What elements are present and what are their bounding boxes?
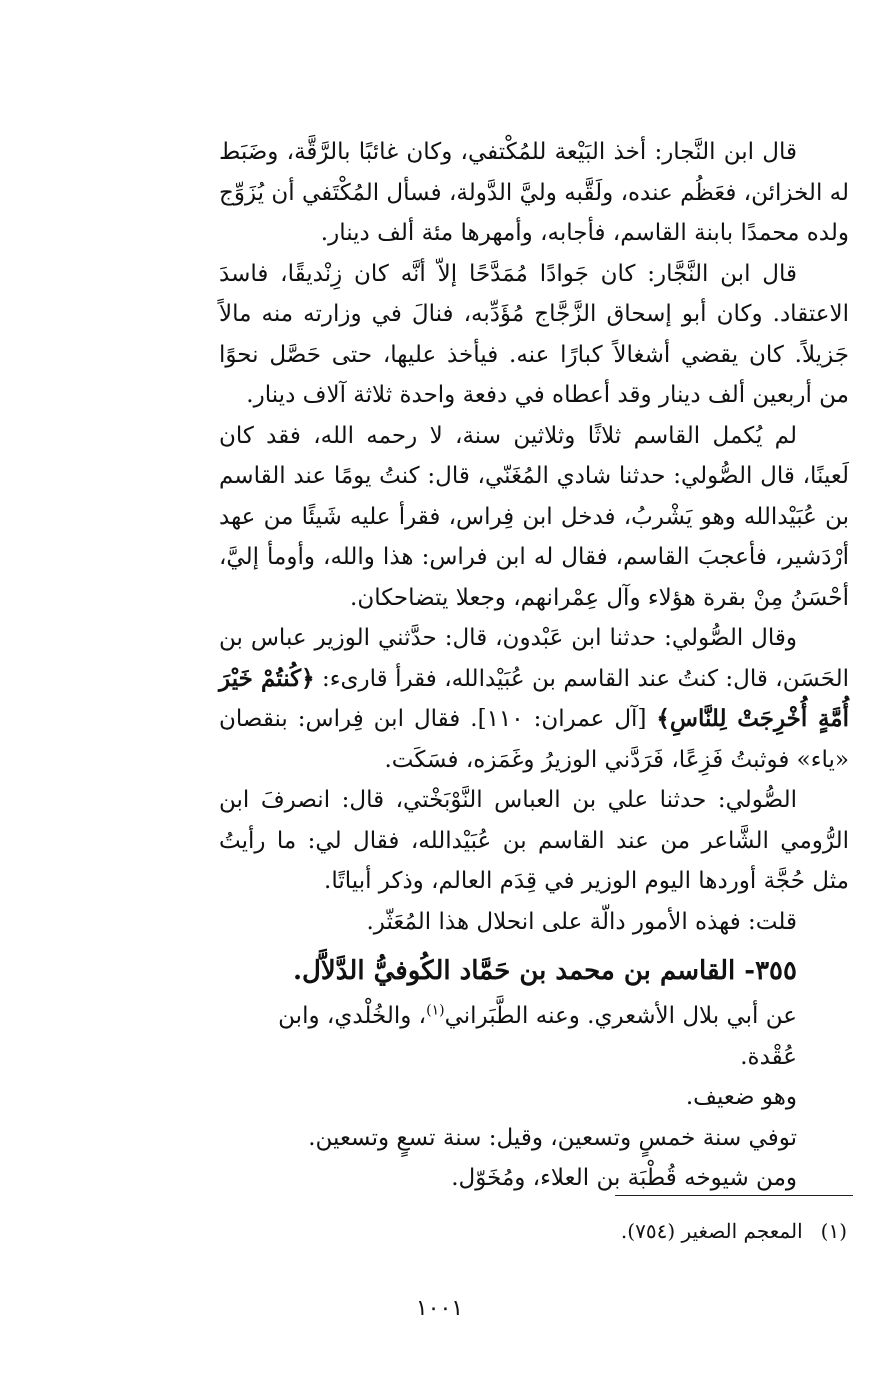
page-number: ١٠٠١ xyxy=(415,1296,464,1321)
main-text-block xyxy=(219,132,849,1199)
quran-verse: ﴿كُنتُمْ خَيْرَ أُمَّةٍ أُخْرِجَتْ لِلنَّاسِ﴾ xyxy=(219,664,850,732)
entry-line-teachers-rest: ، والخُلْدي، وابن عُقْدة. xyxy=(278,1003,797,1070)
footnote-number: (١) xyxy=(820,1219,847,1243)
footnote-reference[interactable]: (١) xyxy=(426,1002,445,1019)
paragraph-suli-shadi: لم يُكمل القاسم ثلاثًا وثلاثين سنة، لا رحمه الله، فقد كان لَعينًا، قال الصُّولي: حدثنا شادي المُغَنّي، قال: كنتُ يومًا عند القاسم بن عُبَيْدالله وهو يَشْربُ، فدخل ابن فِراس، فقرأ عليه شَيئًا من عهد أرْدَشير، فأعجبَ القاسم، فقال له ابن فراس: هذا والله، وأومأ إليَّ، أحْسَنُ مِنْ بقرة هؤلاء وآل عِمْرانهم، وجعلا يتضاحكان. xyxy=(219,422,849,611)
entry-heading: ٣٥٥- القاسم بن محمد بن حَمَّاد الكُوفيُّ الدَّلاَّل. xyxy=(292,956,797,986)
paragraph-ibn-najjar-1: قال ابن النَّجار: أخذ البَيْعة للمُكْتفي، وكان غائبًا بالرَّقَّة، وضَبَط له الخزائن، فعَظُم عنده، ولَقَّبه وليَّ الدَّولة، فسأل المُكْتَفي أن يُزَوِّج ولده محمدًا بابنة القاسم، فأجابه، وأمهرها مئة ألف دينار. xyxy=(219,139,849,246)
entry-line-teachers-text: عن أبي بلال الأشعري. وعنه الطَّبَراني xyxy=(444,1003,797,1029)
quran-paragraph-before: وقال الصُّولي: حدثنا ابن عَبْدون، قال: حدَّثني الوزير عباس بن الحَسَن، قال: كنتُ عند القاسم بن عُبَيْدالله، فقرأ قارىء: xyxy=(219,625,849,692)
paragraph-ibn-najjar-2: قال ابن النَّجَّار: كان جَوادًا مُمَدَّحًا إلاّ أنَّه كان زِنْديقًا، فاسدَ الاعتقاد. وكان أبو إسحاق الزَّجَّاج مُؤَدِّبه، فنالَ في وزارته منه مالاً جَزيلاً. كان يقضي أشغالاً كبارًا عنه. فيأخذ عليها، حتى حَصَّل نحوًا من أربعين ألف دينار وقد أعطاه في دفعة واحدة ثلاثة آلاف دينار. xyxy=(219,260,849,408)
entry-line-grade: وهو ضعيف. xyxy=(685,1084,797,1110)
quran-paragraph-after: [آل عمران: ١١٠]. فقال ابن فِراس: بنقصان «ياء» فوثبتُ فَزِعًا، فَرَدَّني الوزيرُ وغَمَزه، فسَكَت. xyxy=(219,706,849,773)
entry-line-death: توفي سنة خمسٍ وتسعين، وقيل: سنة تسعٍ وتسعين. xyxy=(308,1124,797,1151)
author-conclusion: قلت: فهذه الأمور دالّة على انحلال هذا المُعَثّر. xyxy=(366,908,797,935)
paragraph-suli-nawbakhti: الصُّولي: حدثنا علي بن العباس النَّوْبَخْتي، قال: انصرفَ ابن الرُّومي الشَّاعر من عند القاسم بن عُبَيْدالله، فقال لي: ما رأيتُ مثل حُجَّة أوردها اليوم الوزير في قِدَم العالم، وذكر أبياتًا. xyxy=(219,787,849,894)
entry-line-shuyukh: ومن شيوخه قُطْبَة بن العلاء، ومُخَوّل. xyxy=(451,1165,797,1191)
entry-line-teachers xyxy=(219,996,849,1077)
footnote-text: المعجم الصغير (٧٥٤). xyxy=(620,1219,803,1243)
paragraph-suli-quran xyxy=(219,618,849,780)
footnote xyxy=(621,1217,847,1245)
footnote-separator xyxy=(615,1195,853,1196)
